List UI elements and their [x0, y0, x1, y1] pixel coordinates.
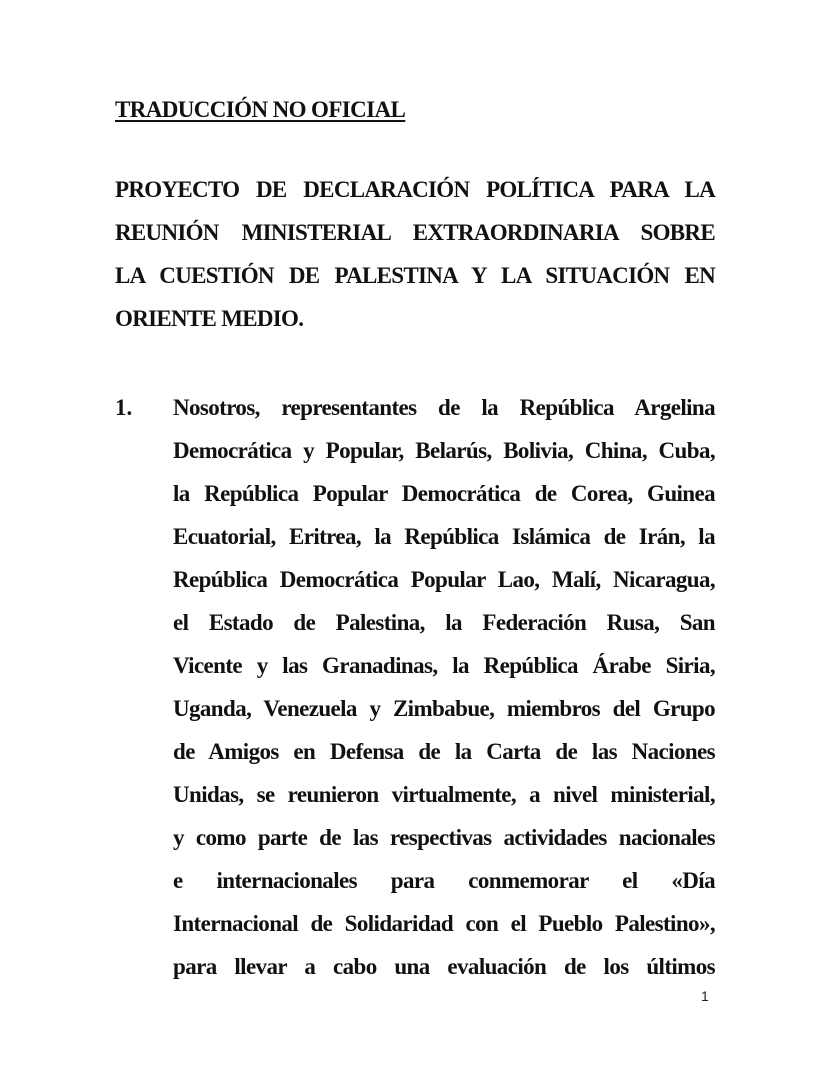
paragraph-line: Democrática y Popular, Belarús, Bolivia, China, Cuba,: [173, 438, 715, 463]
heading-line: PROYECTO DE DECLARACIÓN POLÍTICA PARA LA: [115, 177, 715, 202]
paragraph-line: la República Popular Democrática de Corea, Guinea: [173, 481, 715, 506]
paragraph-line: e internacionales para conmemorar el «Día: [173, 868, 715, 893]
page-number: 1: [701, 988, 709, 1004]
paragraph-line: Nosotros, representantes de la República Argelina: [173, 395, 715, 420]
paragraph-line: de Amigos en Defensa de la Carta de las Naciones: [173, 739, 715, 764]
unofficial-translation-label: TRADUCCIÓN NO OFICIAL: [115, 97, 406, 122]
paragraph-line: Unidas, se reunieron virtualmente, a nivel ministerial,: [173, 782, 715, 807]
paragraph-line: y como parte de las respectivas actividades nacionales: [173, 825, 715, 850]
paragraph-number: 1.: [115, 395, 133, 420]
paragraph-line: Ecuatorial, Eritrea, la República Islámica de Irán, la: [173, 524, 715, 549]
heading-line: ORIENTE MEDIO.: [115, 306, 304, 331]
paragraph-line: Uganda, Venezuela y Zimbabue, miembros del Grupo: [173, 696, 715, 721]
paragraph-line: Internacional de Solidaridad con el Pueblo Palestino»,: [173, 911, 715, 936]
paragraph-line: para llevar a cabo una evaluación de los últimos: [173, 954, 715, 979]
paragraph-line: el Estado de Palestina, la Federación Rusa, San: [173, 610, 715, 635]
heading-line: LA CUESTIÓN DE PALESTINA Y LA SITUACIÓN EN: [115, 263, 715, 288]
paragraph-line: República Democrática Popular Lao, Malí, Nicaragua,: [173, 567, 715, 592]
paragraph-line: Vicente y las Granadinas, la República Árabe Siria,: [173, 653, 715, 678]
heading-line: REUNIÓN MINISTERIAL EXTRAORDINARIA SOBRE: [115, 220, 715, 245]
